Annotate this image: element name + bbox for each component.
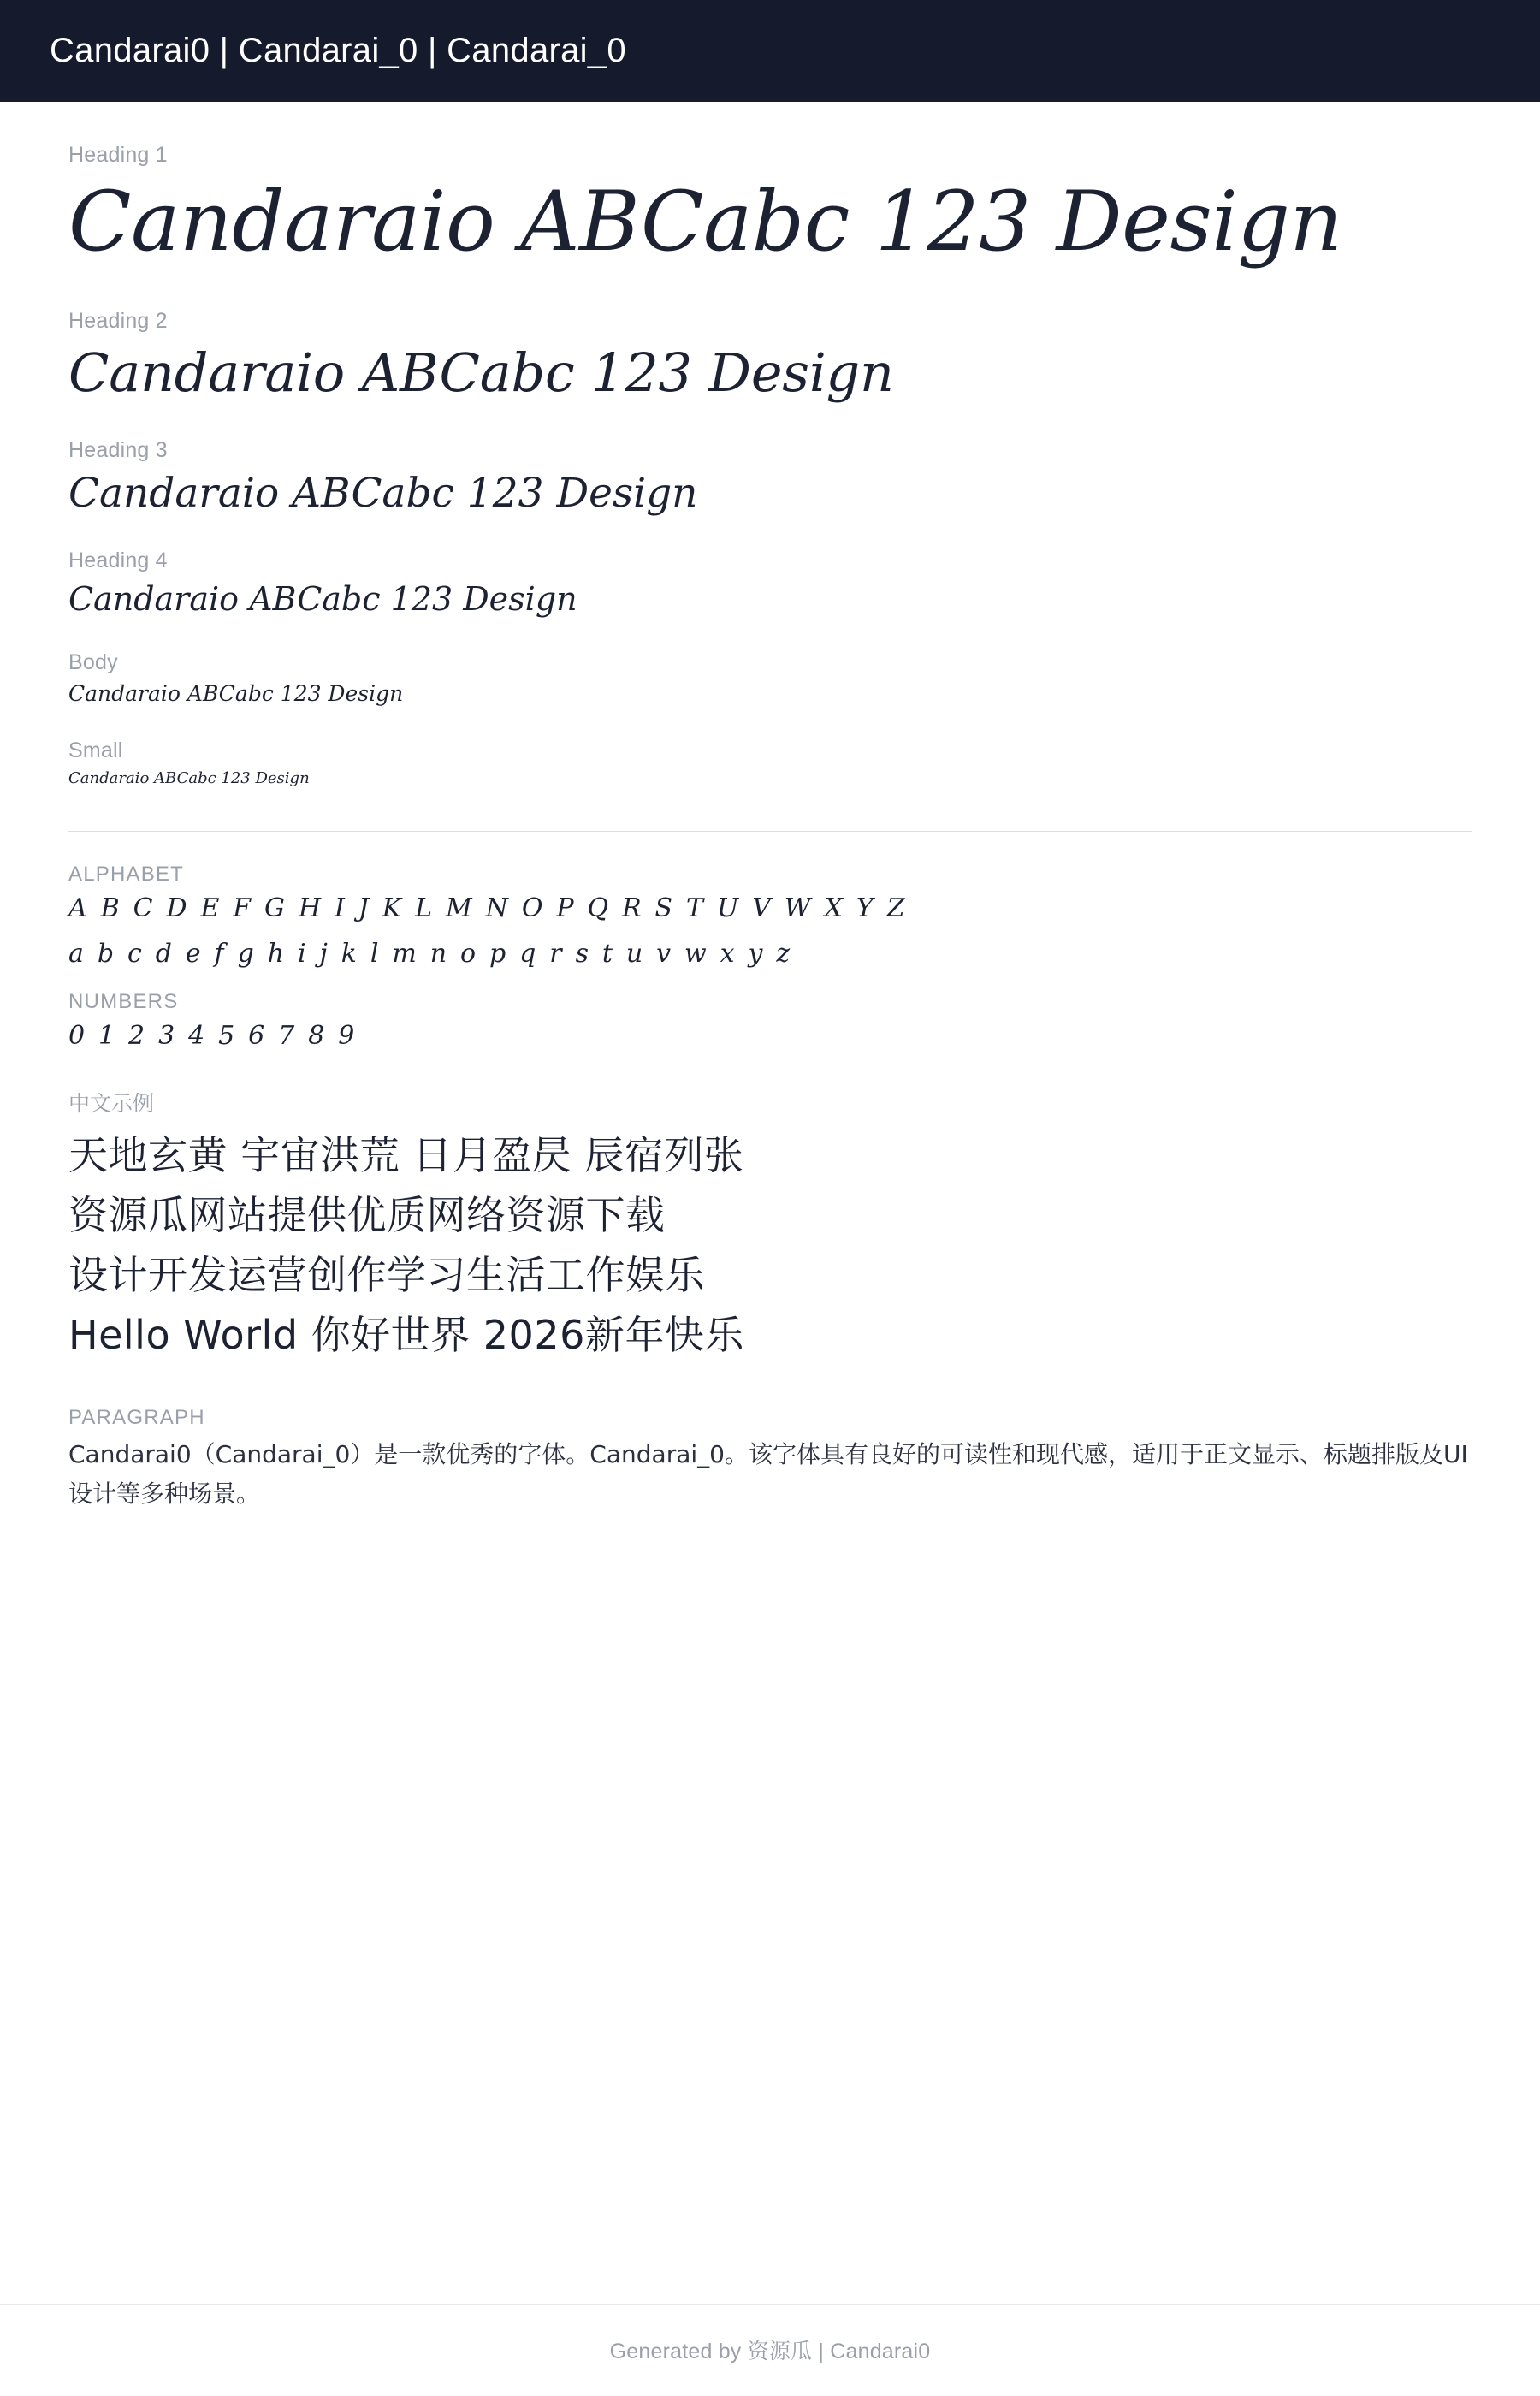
cjk-line-2: 资源瓜网站提供优质网络资源下载 xyxy=(68,1191,666,1238)
paragraph-section xyxy=(68,1406,1472,1513)
specimen-label-heading-3: Heading 3 xyxy=(68,437,168,462)
specimen-label-small: Small xyxy=(68,738,123,763)
alphabet-label: ALPHABET xyxy=(68,863,184,887)
specimen-sample-body: Candaraio ABCabc 123 Design xyxy=(68,681,404,707)
specimen-sample-heading-4: Candaraio ABCabc 123 Design xyxy=(68,579,578,618)
cjk-section xyxy=(68,1087,1472,1366)
header-bar xyxy=(0,0,1540,102)
specimen-label-heading-2: Heading 2 xyxy=(68,309,168,334)
numbers-section xyxy=(68,990,1472,1054)
specimen-label-heading-4: Heading 4 xyxy=(68,548,168,572)
paragraph-text: Candarai0（Candarai_0）是一款优秀的字体。Candarai_0。该字体具有良好的可读性和现代感，适用于正文显示、标题排版及UI设计等多种场景。 xyxy=(68,1440,1468,1508)
specimen-sample-heading-2: Candaraio ABCabc 123 Design xyxy=(68,341,894,405)
page-title: Candarai0 | Candarai_0 | Candarai_0 xyxy=(50,32,626,69)
alphabet-section xyxy=(68,863,1472,971)
cjk-line-4: Hello World 你好世界 2026新年快乐 xyxy=(68,1311,744,1358)
alphabet-uppercase: A B C D E F G H I J K L M N O P Q R S T U V W X Y Z xyxy=(68,893,908,924)
specimen-label-heading-1: Heading 1 xyxy=(68,143,168,167)
footer-bar xyxy=(0,2304,1540,2396)
specimen-sample-heading-1: Candaraio ABCabc 123 Design xyxy=(68,174,1342,270)
alphabet-lowercase: a b c d e f g h i j k l m n o p q r s t u v w x y z xyxy=(68,938,793,969)
numbers-label: NUMBERS xyxy=(68,990,179,1014)
specimen-sample-heading-3: Candaraio ABCabc 123 Design xyxy=(68,469,698,517)
section-divider xyxy=(68,831,1472,832)
specimen-heading-3 xyxy=(68,438,1472,519)
specimen-body xyxy=(68,650,1472,708)
specimen-content xyxy=(0,102,1540,2082)
specimen-sample-small: Candaraio ABCabc 123 Design xyxy=(68,769,310,788)
specimen-heading-2 xyxy=(68,309,1472,406)
cjk-label: 中文示例 xyxy=(68,1091,155,1116)
cjk-line-3: 设计开发运营创作学习生活工作娱乐 xyxy=(68,1251,705,1298)
numbers-digits: 0 1 2 3 4 5 6 7 8 9 xyxy=(68,1021,358,1052)
footer-text: Generated by 资源瓜 | Candarai0 xyxy=(609,2340,931,2363)
specimen-small xyxy=(68,738,1472,788)
specimen-heading-4 xyxy=(68,549,1472,620)
paragraph-label: PARAGRAPH xyxy=(68,1406,205,1430)
specimen-label-body: Body xyxy=(68,650,118,675)
cjk-line-1: 天地玄黄 宇宙洪荒 日月盈昃 辰宿列张 xyxy=(68,1131,744,1178)
specimen-heading-1 xyxy=(68,143,1472,271)
